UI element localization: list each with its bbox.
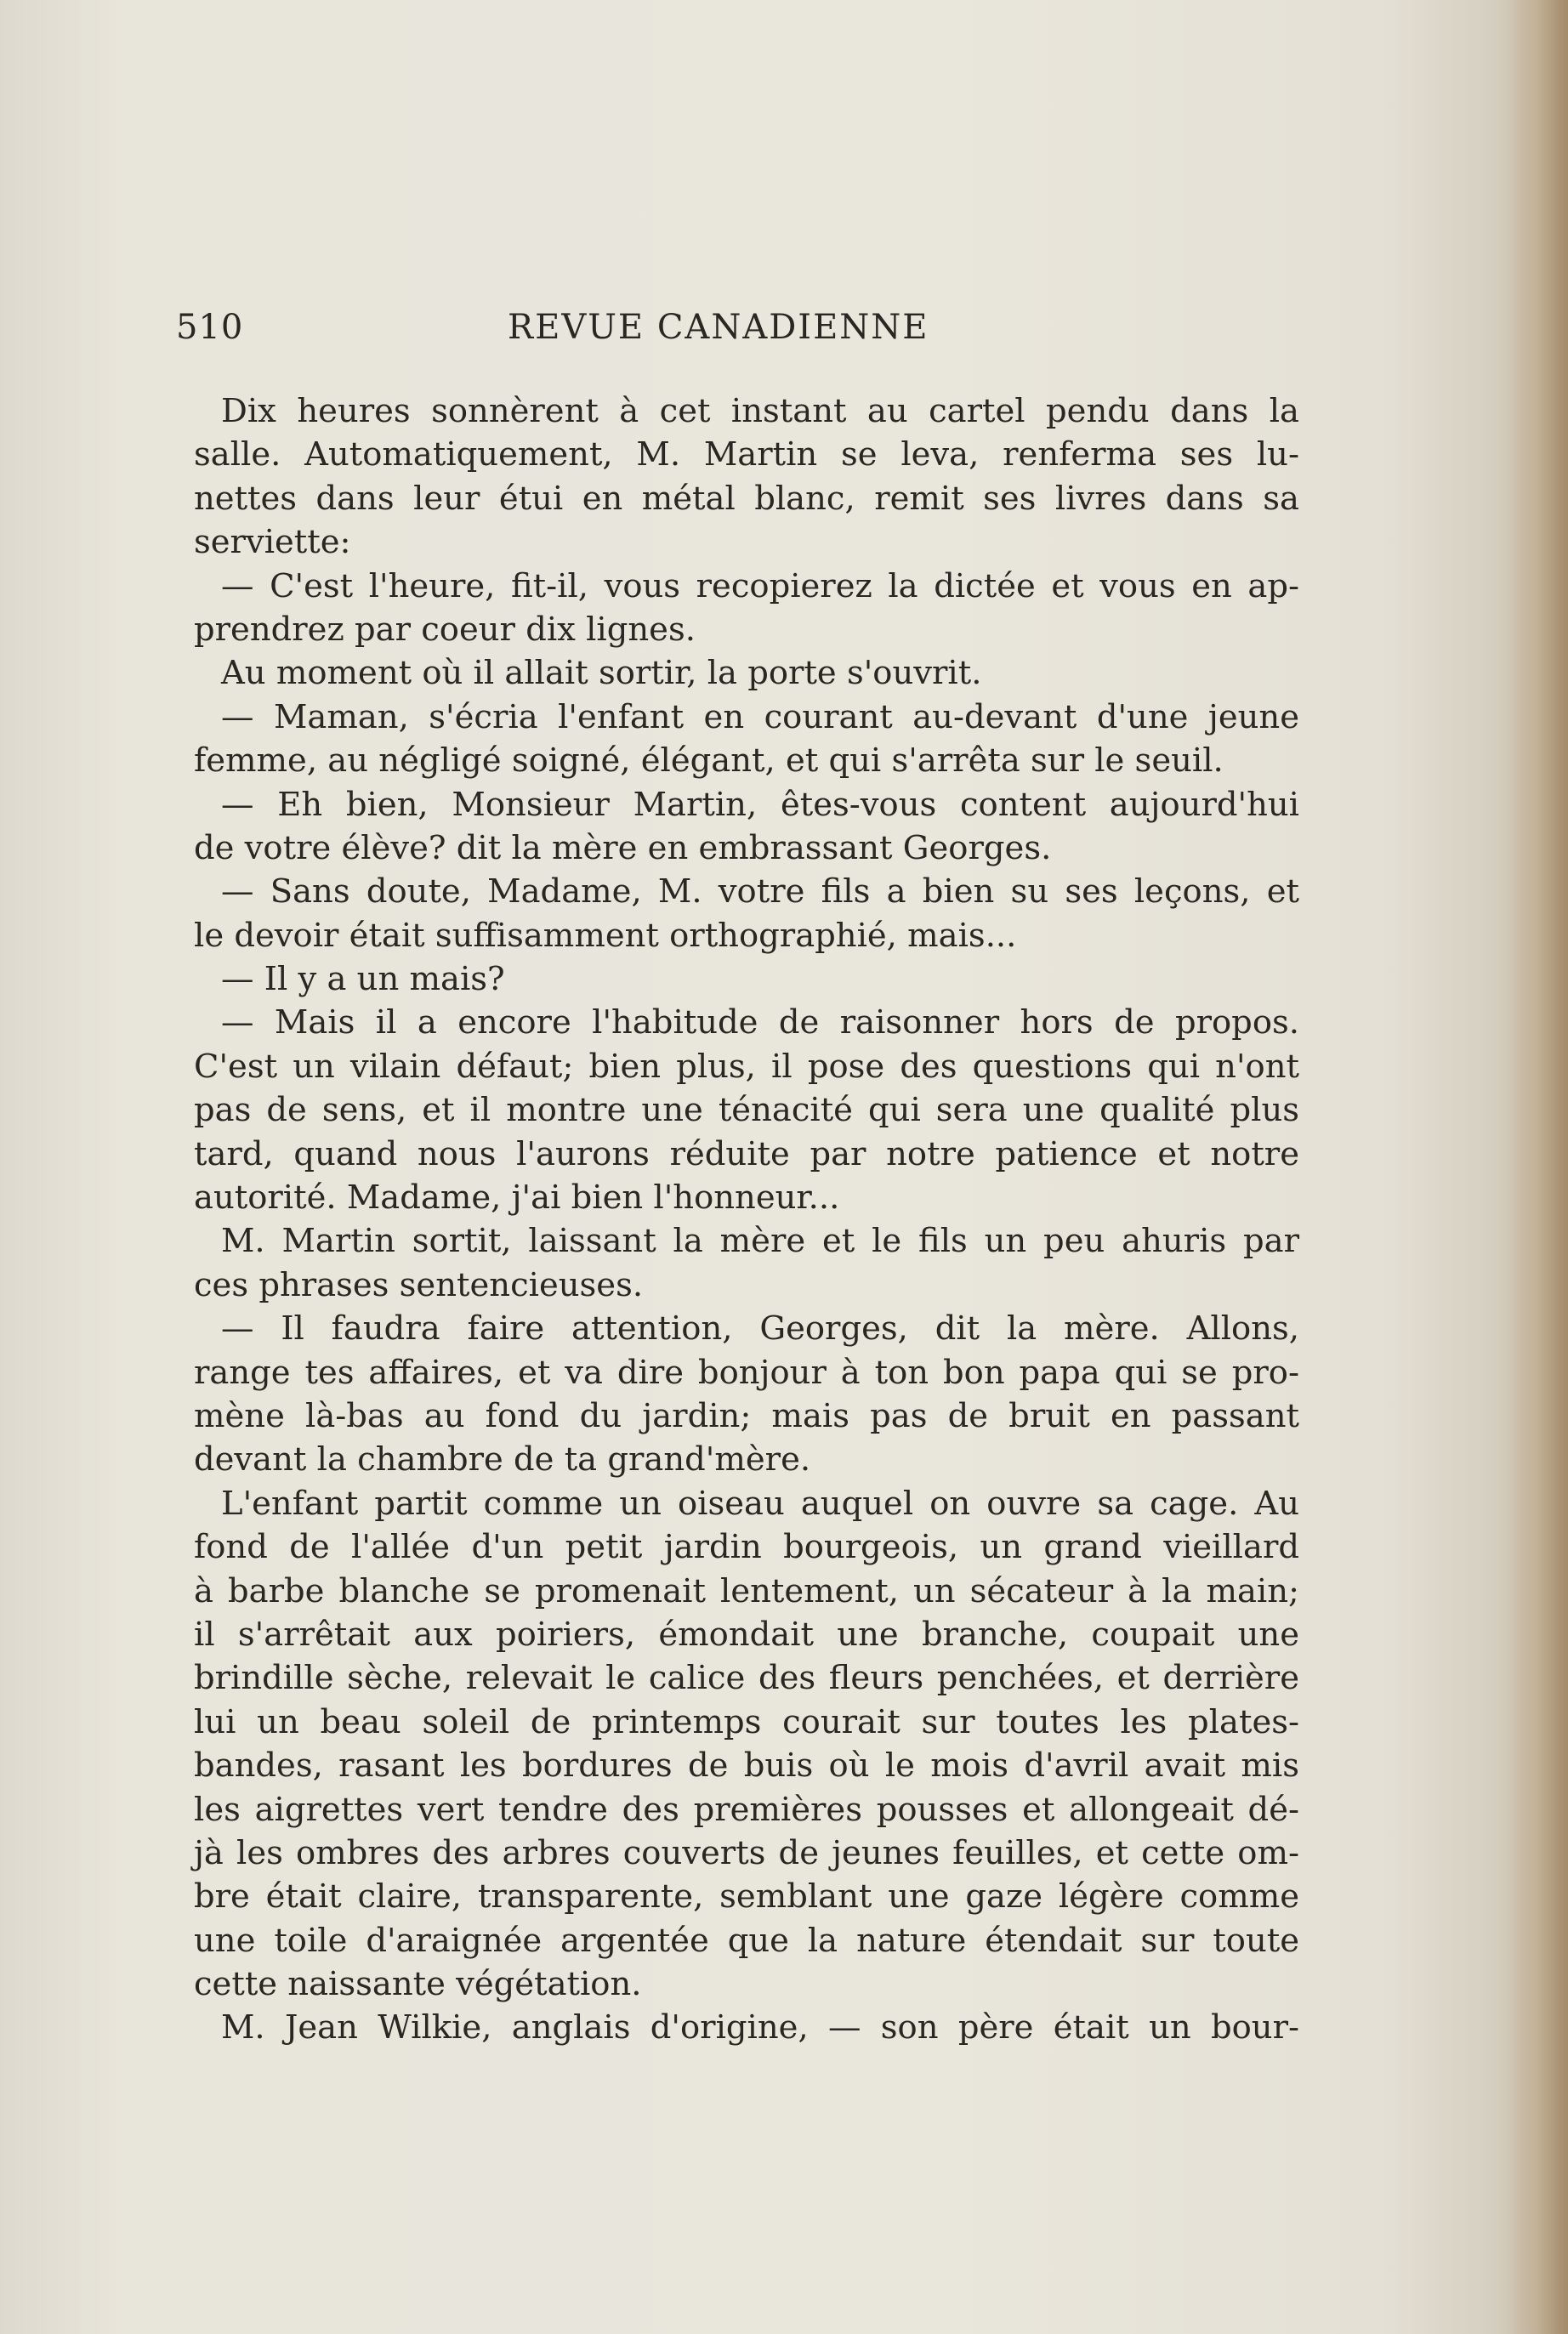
- text-line: femme, au négligé soigné, élégant, et qui s'arrêta sur le seuil.: [194, 741, 1224, 781]
- text-line: à barbe blanche se promenait lentement, un sécateur à la main;: [194, 1571, 1299, 1610]
- text-line: — Mais il a encore l'habitude de raisonner hors de propos.: [221, 1003, 1299, 1042]
- text-line: — Sans doute, Madame, M. votre fils a bien su ses leçons, et: [221, 872, 1299, 911]
- text-line: nettes dans leur étui en métal blanc, remit ses livres dans sa: [194, 479, 1299, 518]
- text-line: L'enfant partit comme un oiseau auquel on ouvre sa cage. Au: [221, 1484, 1299, 1523]
- text-line: lui un beau soleil de printemps courait sur toutes les plates-: [194, 1702, 1299, 1741]
- text-line: salle. Automatiquement, M. Martin se leva, renferma ses lu-: [194, 435, 1299, 474]
- running-title: REVUE CANADIENNE: [508, 308, 929, 347]
- text-line: range tes affaires, et va dire bonjour à ton bon papa qui se pro-: [194, 1353, 1299, 1392]
- text-line: il s'arrêtait aux poiriers, émondait une branche, coupait une: [194, 1615, 1299, 1654]
- text-line: — Eh bien, Monsieur Martin, êtes-vous content aujourd'hui: [221, 785, 1299, 824]
- text-line: tard, quand nous l'aurons réduite par notre patience et notre: [194, 1134, 1299, 1173]
- page-header: [176, 308, 1298, 359]
- text-line: — Il y a un mais?: [221, 960, 505, 999]
- text-line: M. Jean Wilkie, anglais d'origine, — son père était un bour-: [221, 2008, 1299, 2047]
- text-line: mène là-bas au fond du jardin; mais pas de bruit en passant: [194, 1396, 1299, 1435]
- text-line: pas de sens, et il montre une ténacité qui sera une qualité plus: [194, 1091, 1299, 1130]
- page-number: 510: [176, 308, 244, 347]
- text-line: les aigrettes vert tendre des premières pousses et allongeait dé-: [194, 1790, 1299, 1829]
- text-line: le devoir était suffisamment orthographié, mais...: [194, 916, 1017, 955]
- text-line: M. Martin sortit, laissant la mère et le fils un peu ahuris par: [221, 1222, 1299, 1261]
- text-line: jà les ombres des arbres couverts de jeunes feuilles, et cette om-: [194, 1833, 1299, 1872]
- text-line: — Maman, s'écria l'enfant en courant au-devant d'une jeune: [221, 697, 1299, 736]
- text-line: Au moment où il allait sortir, la porte s'ouvrit.: [221, 654, 982, 693]
- text-line: fond de l'allée d'un petit jardin bourgeois, un grand vieillard: [194, 1528, 1299, 1567]
- text-line: — C'est l'heure, fit-il, vous recopierez la dictée et vous en ap-: [221, 566, 1299, 605]
- body-text: [194, 389, 1299, 2050]
- text-line: serviette:: [194, 523, 351, 562]
- text-line: Dix heures sonnèrent à cet instant au cartel pendu dans la: [221, 392, 1299, 430]
- text-line: — Il faudra faire attention, Georges, dit la mère. Allons,: [221, 1309, 1299, 1349]
- text-line: bre était claire, transparente, semblant une gaze légère comme: [194, 1877, 1299, 1917]
- text-line: prendrez par coeur dix lignes.: [194, 610, 696, 649]
- text-line: devant la chambre de ta grand'mère.: [194, 1440, 811, 1479]
- text-line: une toile d'araignée argentée que la nature étendait sur toute: [194, 1921, 1299, 1960]
- text-line: bandes, rasant les bordures de buis où le mois d'avril avait mis: [194, 1746, 1299, 1786]
- text-line: de votre élève? dit la mère en embrassant Georges.: [194, 828, 1052, 867]
- text-line: autorité. Madame, j'ai bien l'honneur...: [194, 1178, 840, 1218]
- text-line: ces phrases sentencieuses.: [194, 1265, 644, 1304]
- text-line: cette naissante végétation.: [194, 1965, 642, 2004]
- page-edge-shadow: [1508, 0, 1568, 2334]
- text-line: brindille sèche, relevait le calice des fleurs penchées, et derrière: [194, 1659, 1299, 1698]
- text-line: C'est un vilain défaut; bien plus, il pose des questions qui n'ont: [194, 1047, 1299, 1086]
